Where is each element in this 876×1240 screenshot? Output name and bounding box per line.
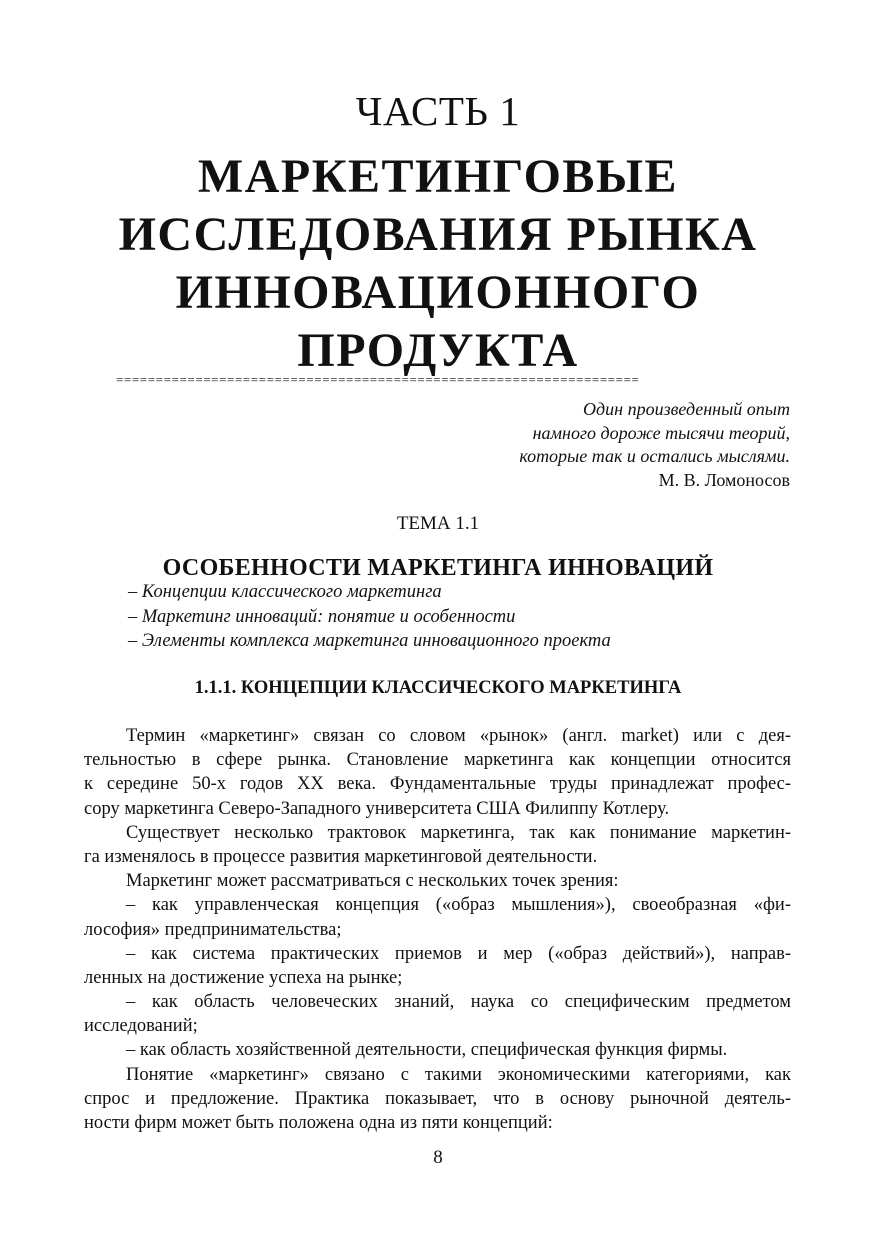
epigraph-line: Один произведенный опыт: [583, 399, 790, 419]
chapter-title-line: ИССЛЕДОВАНИЯ РЫНКА: [118, 208, 758, 261]
section-heading: 1.1.1. КОНЦЕПЦИИ КЛАССИЧЕСКОГО МАРКЕТИНГА: [194, 678, 682, 698]
topic-title: ОСОБЕННОСТИ МАРКЕТИНГА ИННОВАЦИЙ: [162, 555, 714, 581]
body-line: – как управленческая концепция («образ мышления»), своеобразная «фи-: [126, 895, 791, 916]
body-line: – как система практических приемов и мер («образ действий»), направ-: [126, 943, 791, 964]
body-line: ленных на достижение успеха на рынке;: [84, 967, 403, 988]
epigraph: [519, 398, 790, 469]
body-text: [84, 724, 791, 1135]
body-line: сору маркетинга Северо-Западного университета США Филиппу Котлеру.: [84, 798, 670, 819]
body-line: к середине 50-х годов XX века. Фундаментальные труды принадлежат профес-: [84, 774, 791, 795]
body-line: тельностью в сфере рынка. Становление маркетинга как концепции относится: [84, 750, 791, 771]
topic-outline: [128, 580, 611, 654]
chapter-title: [60, 148, 816, 380]
body-line: ности фирм может быть положена одна из пяти концепций:: [84, 1113, 553, 1133]
epigraph-line: которые так и остались мыслями.: [519, 446, 790, 466]
page-number: 8: [433, 1147, 443, 1168]
topic-outline-item: – Элементы комплекса маркетинга инновационного проекта: [128, 631, 611, 651]
body-line: исследований;: [84, 1016, 198, 1037]
chapter-title-line: ПРОДУКТА: [297, 324, 579, 377]
body-line: – как область человеческих знаний, наука со специфическим предметом: [126, 992, 791, 1013]
body-line: га изменялось в процессе развития маркетинговой деятельности.: [84, 846, 598, 867]
topic-label: ТЕМА 1.1: [396, 513, 480, 534]
chapter-title-line: МАРКЕТИНГОВЫЕ: [197, 150, 679, 203]
body-line: спрос и предложение. Практика показывает, что в основу рыночной деятель-: [84, 1088, 791, 1109]
body-line: Термин «маркетинг» связан со словом «рынок» (англ. market) или с дея-: [126, 726, 791, 746]
body-line: Существует несколько трактовок маркетинга, так как понимание маркетин-: [126, 822, 791, 843]
body-line: – как область хозяйственной деятельности, специфическая функция фирмы.: [126, 1040, 728, 1061]
topic-outline-item: – Маркетинг инноваций: понятие и особенности: [128, 606, 516, 627]
body-line: Маркетинг может рассматриваться с нескольких точек зрения:: [126, 871, 619, 892]
topic-outline-item: – Концепции классического маркетинга: [128, 582, 442, 602]
body-line: лософия» предпринимательства;: [84, 919, 342, 940]
chapter-title-line: ИННОВАЦИОННОГО: [175, 266, 701, 319]
epigraph-author: М. В. Ломоносов: [658, 470, 790, 490]
epigraph-line: намного дороже тысячи теорий,: [532, 422, 790, 443]
part-heading: ЧАСТЬ 1: [355, 88, 521, 134]
body-line: Понятие «маркетинг» связано с такими экономическими категориями, как: [126, 1064, 791, 1085]
separator-rule: ==================================================================: [116, 372, 640, 387]
